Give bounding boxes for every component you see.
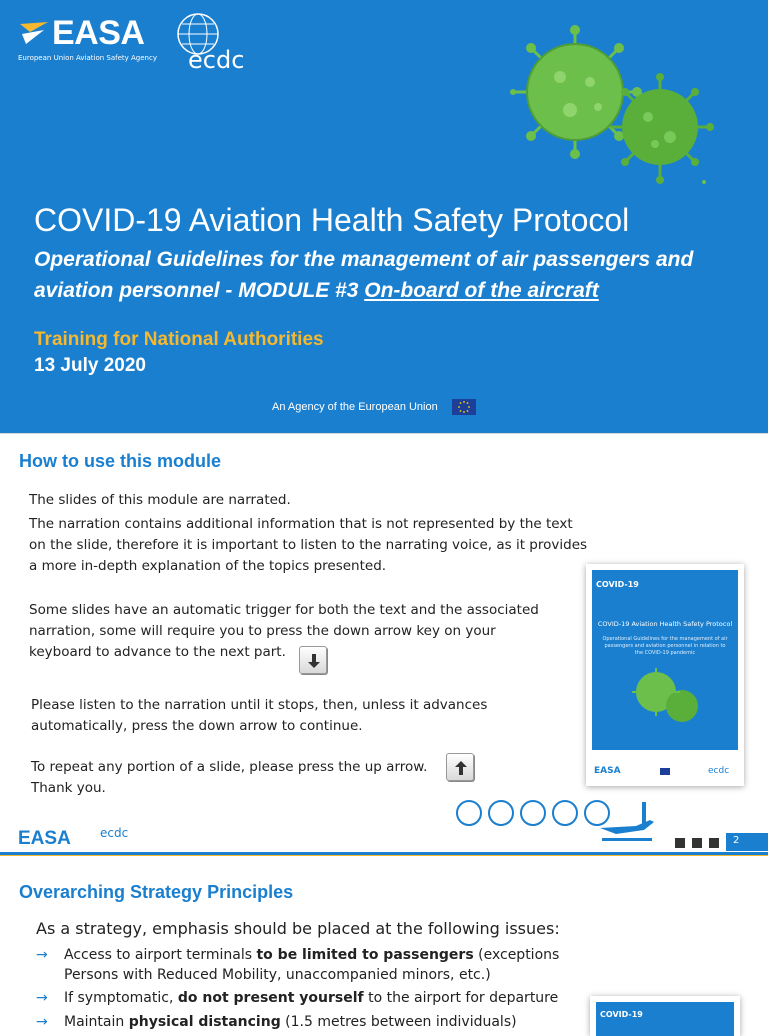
paragraph-thanks: Thank you. <box>31 780 106 796</box>
cover-subtitle: Operational Guidelines for the management of air passengers and aviation personnel in relation to the COVID-19 pandemic <box>602 636 728 656</box>
nav-prev-icon[interactable] <box>675 838 685 848</box>
down-arrow-key-icon <box>299 646 327 674</box>
protocol-cover-thumbnail <box>590 996 740 1036</box>
safety-icons-row <box>456 800 656 850</box>
up-arrow-key-icon <box>446 753 474 781</box>
cover-easa-logo: EASA <box>594 766 621 776</box>
bullet-emphasis: physical distancing <box>128 1014 281 1030</box>
cover-virus-icon <box>630 666 706 728</box>
bullet-text: Maintain <box>64 1014 129 1030</box>
nav-menu-icon[interactable] <box>692 838 702 848</box>
distancing-icon <box>520 800 546 826</box>
paragraph-trigger: Some slides have an automatic trigger for both the text and the associated narration, some will require you to press the down arrow key on your keyboard to advance to the next part. <box>29 602 539 660</box>
subtitle-text: Operational Guidelines for the management of air passengers and aviation personnel - MODULE #3 <box>34 248 694 302</box>
face-mask-icon <box>488 800 514 826</box>
bullet-text: (1.5 metres between individuals) <box>280 1014 517 1030</box>
ecdc-logo <box>170 10 270 96</box>
bullet-text: to the airport for departure <box>363 990 559 1006</box>
bullet-text: (exceptions Persons with Reduced Mobility, unaccompanied minors, etc.) <box>64 947 560 983</box>
cover-tag: COVID-19 <box>600 1010 643 1019</box>
bullet-emphasis: do not present yourself <box>177 990 364 1006</box>
easa-logo-text: EASA <box>52 14 145 52</box>
cover-title: COVID-19 Aviation Health Safety Protocol <box>597 620 733 628</box>
paragraph-narrated: The slides of this module are narrated. <box>29 492 291 508</box>
list-item-text <box>64 1012 604 1032</box>
handwash-icon <box>456 800 482 826</box>
cover-eu-flag-icon <box>660 768 670 775</box>
how-to-use-slide <box>0 433 768 856</box>
easa-logo <box>18 14 157 64</box>
page-number-badge <box>726 833 768 851</box>
subtitle-module-link: On-board of the aircraft <box>364 279 599 302</box>
paragraph-listen: Please listen to the narration until it stops, then, unless it advances automatically, press the down arrow to continue. <box>31 697 488 734</box>
cover-panel <box>592 570 738 750</box>
ecdc-logo-text: ecdc <box>188 46 245 74</box>
strategy-slide <box>0 856 768 1030</box>
date-label: 13 July 2020 <box>34 355 146 376</box>
nav-next-icon[interactable] <box>709 838 719 848</box>
slide-nav-controls[interactable] <box>675 838 723 848</box>
cover-ecdc-logo: ecdc <box>708 766 730 776</box>
list-item-text <box>64 988 604 1008</box>
page-subtitle <box>34 244 754 306</box>
cover-panel <box>596 1002 734 1036</box>
training-label: Training for National Authorities <box>34 329 324 350</box>
cover-tag: COVID-19 <box>596 580 639 589</box>
easa-tagline: European Union Aviation Safety Agency <box>18 54 157 62</box>
page-number: 2 <box>733 835 740 846</box>
footer-easa-logo: EASA <box>18 828 71 849</box>
arrow-bullet-icon: → <box>36 990 48 1006</box>
arrow-bullet-icon: → <box>36 947 48 963</box>
eu-flag-icon <box>452 399 476 415</box>
sanitiser-icon <box>552 800 578 826</box>
bullet-emphasis: to be limited to passengers <box>256 947 474 963</box>
easa-bird-icon <box>18 20 50 48</box>
slide-heading: How to use this module <box>19 451 222 471</box>
coronavirus-illustration <box>510 22 720 192</box>
slide-heading: Overarching Strategy Principles <box>19 882 294 902</box>
list-item-text <box>64 945 604 985</box>
page-title: COVID-19 Aviation Health Safety Protocol <box>34 202 630 238</box>
aircraft-icon <box>596 798 658 848</box>
arrow-bullet-icon: → <box>36 1014 48 1030</box>
bullet-text: Access to airport terminals <box>64 947 257 963</box>
bullet-text: If symptomatic, <box>64 990 178 1006</box>
paragraph-narration-info: The narration contains additional information that is not represented by the text on the slide, therefore it is important to listen to the narrating voice, as it provides a more in-depth explanation of the topics presented. <box>29 516 588 574</box>
title-slide <box>0 0 768 433</box>
footer-ecdc-logo: ecdc <box>100 826 129 840</box>
agency-label: An Agency of the European Union <box>272 401 438 413</box>
paragraph-repeat: To repeat any portion of a slide, please press the up arrow. <box>31 759 428 775</box>
strategy-intro: As a strategy, emphasis should be placed at the following issues: <box>36 919 560 938</box>
protocol-cover-thumbnail <box>586 564 744 786</box>
